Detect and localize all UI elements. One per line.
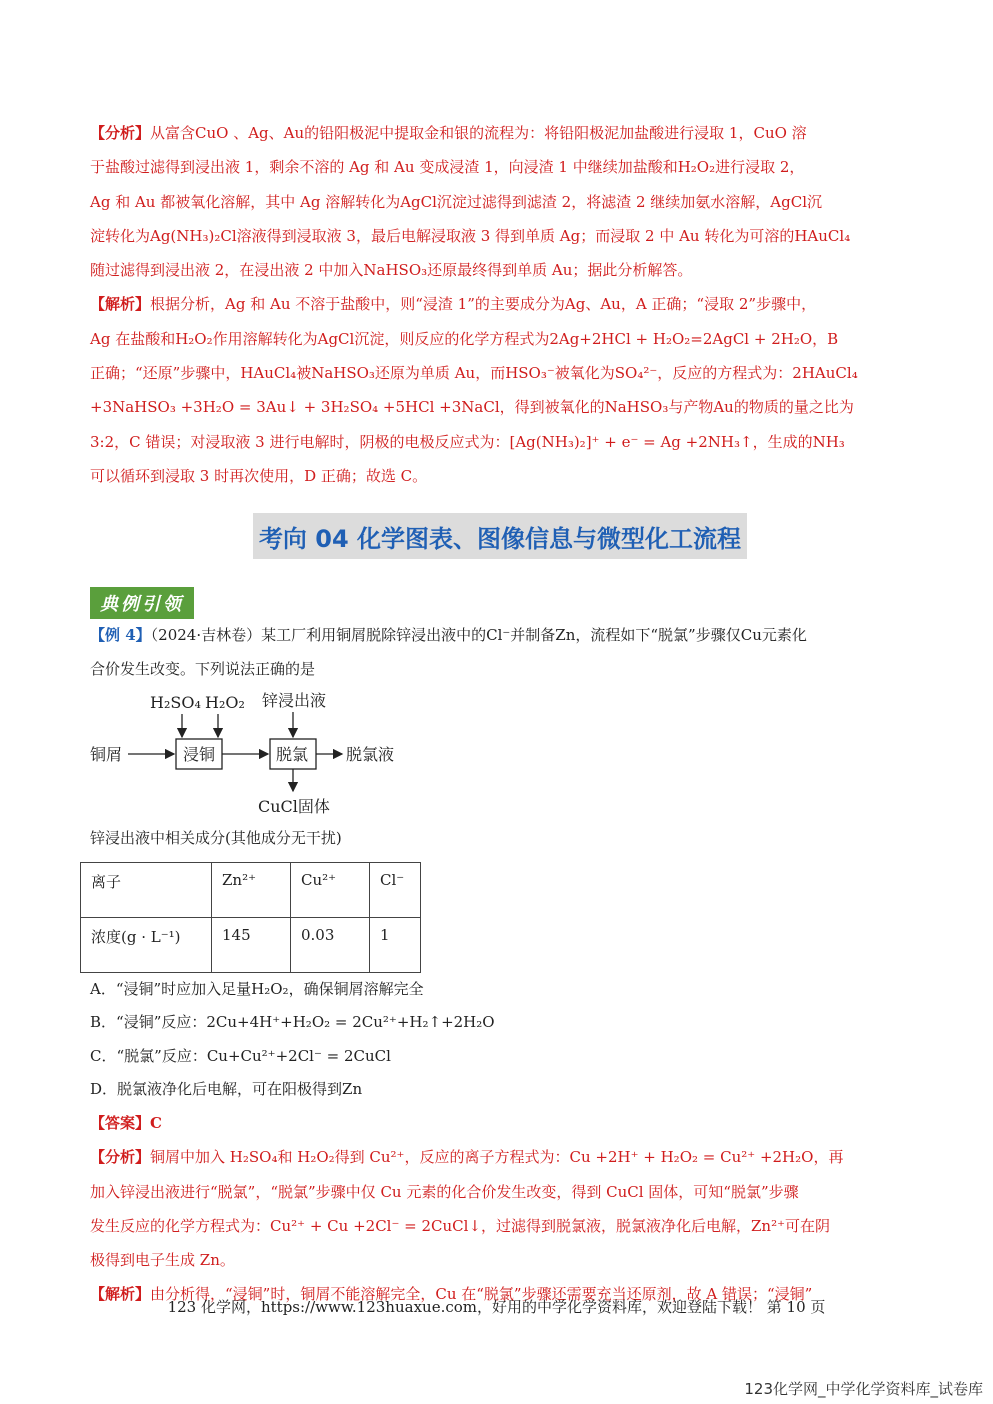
table-cell: 145	[212, 917, 291, 972]
analysis-line: 从富含CuO 、Ag、Au的铅阳极泥中提取金和银的流程为：将铅阳极泥加盐酸进行浸取 1，CuO 溶	[150, 124, 807, 142]
explanation-line: 根据分析，Ag 和 Au 不溶于盐酸中，则“浸渣 1”的主要成分为Ag、Au，A 正确；“浸取 2”步骤中，	[150, 295, 817, 314]
analysis-line: 铜屑中加入 H₂SO₄和 H₂O₂得到 Cu²⁺，反应的离子方程式为：Cu +2H⁺ + H₂O₂ = Cu²⁺ +2H₂O，再	[150, 1148, 844, 1167]
reagent-h2so4: H₂SO₄	[150, 693, 201, 713]
explanation-tag: 【解析】	[90, 1285, 151, 1304]
ion-table	[80, 862, 421, 973]
explanation-line: +3NaHSO₃ +3H₂O = 3Au↓ + 3H₂SO₄ +5HCl +3NaCl，得到被氧化的NaHSO₃与产物Au的物质的量之比为	[90, 398, 854, 417]
watermark: 123化学网_中学化学资料库_试卷库	[744, 1380, 983, 1398]
example-tag: 【例 4】	[90, 626, 151, 645]
table-cell: 浓度(g · L⁻¹)	[81, 917, 212, 972]
table-cell: 离子	[81, 862, 212, 917]
table-cell: Cu²⁺	[291, 862, 370, 917]
solid-cucl: CuCl固体	[258, 797, 330, 817]
input-copper-scrap: 铜屑	[90, 745, 123, 765]
explanation-line: Ag 在盐酸和H₂O₂作用溶解转化为AgCl沉淀，则反应的化学方程式为2Ag+2HCl + H₂O₂=2AgCl + 2H₂O，B	[90, 329, 839, 348]
reagent-zinc-leachate: 锌浸出液	[262, 691, 327, 711]
reagent-h2o2: H₂O₂	[205, 693, 245, 713]
analysis-block-1	[90, 116, 910, 287]
step-dechlorination: 脱氯	[276, 745, 309, 765]
table-cell: 0.03	[291, 917, 370, 972]
analysis-line: 发生反应的化学方程式为：Cu²⁺ + Cu +2Cl⁻ = 2CuCl↓，过滤得到脱氯液，脱氯液净化后电解，Zn²⁺可在阴	[90, 1216, 831, 1235]
analysis-line: 淀转化为Ag(NH₃)₂Cl溶液得到浸取液 3，最后电解浸取液 3 得到单质 Ag；而浸取 2 中 Au 转化为可溶的HAuCl₄	[90, 226, 851, 245]
explanation-line: 3:2，C 错误；对浸取液 3 进行电解时，阴极的电极反应式为：[Ag(NH₃)₂]⁺ + e⁻ = Ag +2NH₃↑，生成的NH₃	[90, 432, 845, 451]
analysis-line: 极得到电子生成 Zn。	[90, 1251, 235, 1270]
section-title: 考向 04 化学图表、图像信息与微型化工流程	[253, 513, 747, 559]
explanation-line: 由分析得，“浸铜”时，铜屑不能溶解完全，Cu 在“脱氯”步骤还需要充当还原剂，故 A 错误；“浸铜”	[150, 1285, 813, 1304]
options-list	[90, 973, 910, 1141]
table-caption: 锌浸出液中相关成分(其他成分无干扰)	[90, 829, 342, 848]
table-row	[81, 917, 421, 972]
explanation-tag: 【解析】	[90, 295, 151, 314]
flow-diagram	[90, 690, 420, 818]
answer: 【答案】C	[90, 1113, 162, 1132]
page-content	[90, 116, 910, 1312]
example-badge: 典例引领	[90, 587, 194, 619]
analysis-line: 加入锌浸出液进行“脱氯”，“脱氯”步骤中仅 Cu 元素的化合价发生改变，得到 CuCl 固体，可知“脱氯”步骤	[90, 1182, 799, 1201]
explanation-line: 正确；“还原”步骤中，HAuCl₄被NaHSO₃还原为单质 Au，而HSO₃⁻被氧化为SO₄²⁻，反应的方程式为：2HAuCl₄	[90, 364, 858, 383]
explanation-block-1	[90, 287, 910, 493]
table-cell: Cl⁻	[370, 862, 421, 917]
step-leach-copper: 浸铜	[183, 745, 216, 765]
explanation-line: 可以循环到浸取 3 时再次使用，D 正确；故选 C。	[90, 466, 428, 485]
option-d: D．脱氯液净化后电解，可在阳极得到Zn	[90, 1080, 363, 1099]
analysis-block-2	[90, 1140, 910, 1311]
analysis-line: 随过滤得到浸出液 2，在浸出液 2 中加入NaHSO₃还原最终得到单质 Au；据此分析解答。	[90, 261, 693, 280]
table-row	[81, 862, 421, 917]
analysis-line: 于盐酸过滤得到浸出液 1，剩余不溶的 Ag 和 Au 变成浸渣 1，向浸渣 1 中继续加盐酸和H₂O₂进行浸取 2，	[90, 158, 805, 177]
output-dechlorinated-liquid: 脱氯液	[346, 745, 395, 765]
analysis-tag: 【分析】	[90, 1148, 151, 1167]
analysis-line: Ag 和 Au 都被氧化溶解，其中 Ag 溶解转化为AgCl沉淀过滤得到滤渣 2，将滤渣 2 继续加氨水溶解，AgCl沉	[90, 192, 823, 211]
question-line: （2024·吉林卷）某工厂利用铜屑脱除锌浸出液中的Cl⁻并制备Zn，流程如下“脱氯”步骤仅Cu元素化	[150, 626, 807, 645]
table-cell: 1	[370, 917, 421, 972]
option-b: B．“浸铜”反应：2Cu+4H⁺+H₂O₂ = 2Cu²⁺+H₂↑+2H₂O	[90, 1013, 495, 1032]
table-cell: Zn²⁺	[212, 862, 291, 917]
option-a: A．“浸铜”时应加入足量H₂O₂，确保铜屑溶解完全	[90, 979, 424, 998]
analysis-tag: 【分析】	[90, 124, 151, 142]
option-c: C．“脱氯”反应：Cu+Cu²⁺+2Cl⁻ = 2CuCl	[90, 1046, 391, 1065]
page-footer: 123 化学网，https://www.123huaxue.com，好用的中学化学资料库，欢迎登陆下载！ 第 10 页	[167, 1298, 826, 1316]
question-line: 合价发生改变。下列说法正确的是	[90, 659, 316, 678]
example-question	[90, 619, 910, 686]
